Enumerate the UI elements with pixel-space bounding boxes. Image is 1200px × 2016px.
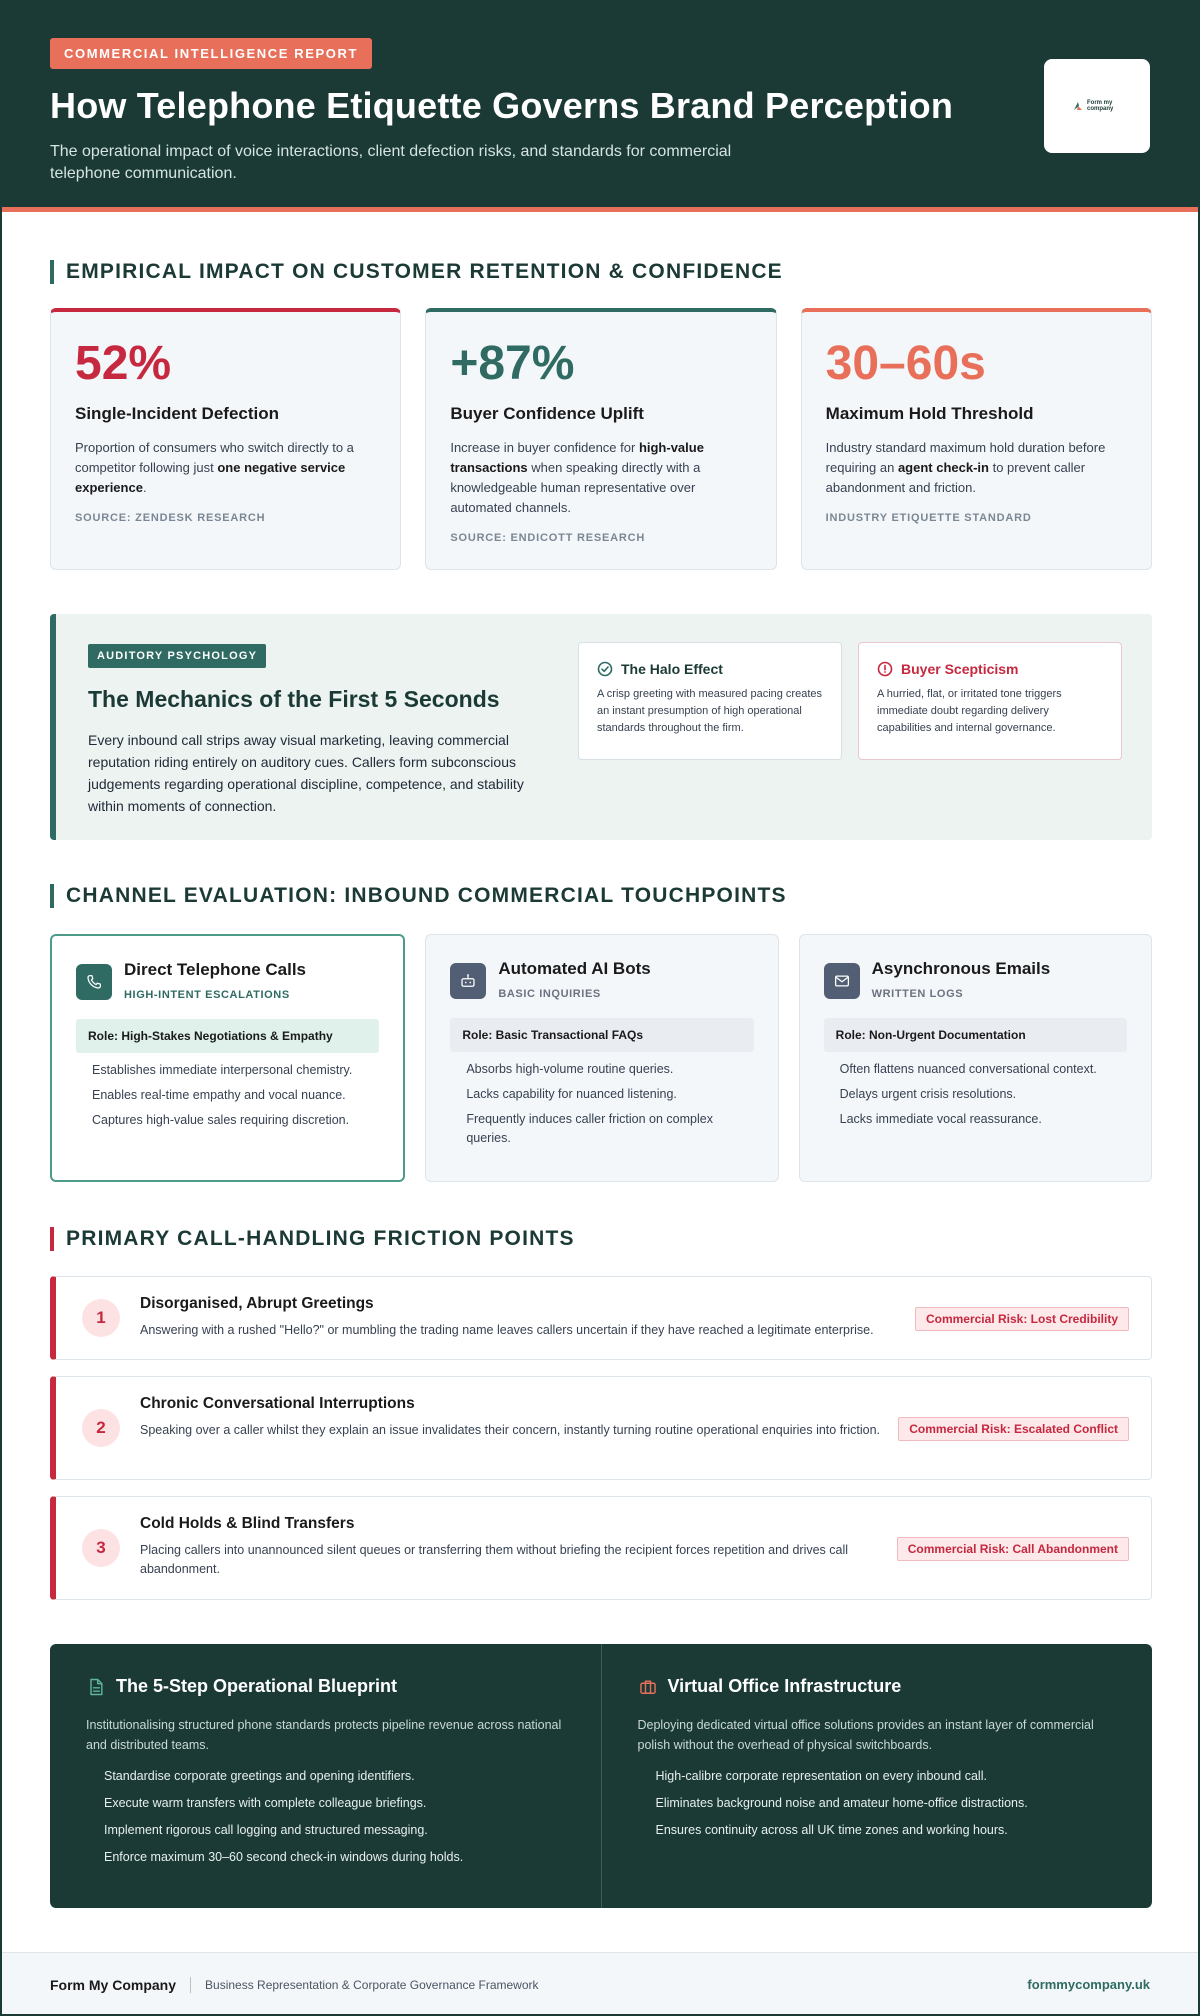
footer-divider bbox=[190, 1977, 191, 1993]
section-title-text: CHANNEL EVALUATION: INBOUND COMMERCIAL TOUCHPOINTS bbox=[66, 884, 787, 907]
buyer-scepticism-card bbox=[858, 642, 1122, 760]
channel-name: Automated AI Bots bbox=[498, 959, 651, 978]
friction-number: 2 bbox=[82, 1409, 120, 1447]
stat-card-hold-threshold bbox=[801, 308, 1152, 570]
list-item: Lacks capability for nuanced listening. bbox=[466, 1087, 677, 1101]
virtual-office-column bbox=[601, 1644, 1153, 1908]
risk-badge: Commercial Risk: Lost Credibility bbox=[915, 1307, 1129, 1331]
halo-effect-card bbox=[578, 642, 842, 760]
briefcase-icon bbox=[638, 1677, 658, 1697]
channel-points bbox=[824, 1060, 1127, 1129]
friction-number: 3 bbox=[82, 1529, 120, 1567]
bot-icon bbox=[459, 972, 477, 990]
section-title-text: PRIMARY CALL-HANDLING FRICTION POINTS bbox=[66, 1227, 575, 1250]
friction-title: Disorganised, Abrupt Greetings bbox=[140, 1295, 374, 1312]
phone-icon bbox=[85, 973, 103, 991]
stat-description: Industry standard maximum hold duration before requiring an agent check-in to prevent caller abandonment and friction. bbox=[825, 440, 1106, 495]
friction-item-holds bbox=[50, 1496, 1152, 1600]
list-item: Establishes immediate interpersonal chemistry. bbox=[92, 1063, 353, 1077]
list-item: Delays urgent crisis resolutions. bbox=[839, 1087, 1017, 1101]
list-item: Lacks immediate vocal reassurance. bbox=[839, 1112, 1042, 1126]
stat-label: Single-Incident Defection bbox=[75, 404, 280, 423]
friction-item-greetings bbox=[50, 1276, 1152, 1360]
channel-subtitle: HIGH-INTENT ESCALATIONS bbox=[124, 989, 290, 1001]
list-item: Standardise corporate greetings and opening identifiers. bbox=[104, 1769, 415, 1783]
stat-label: Maximum Hold Threshold bbox=[825, 404, 1034, 423]
blueprint-panel bbox=[50, 1644, 1152, 1908]
card-title: Buyer Scepticism bbox=[901, 661, 1019, 677]
blueprint-text: Institutionalising structured phone standards protects pipeline revenue across national and distributed teams. bbox=[86, 1718, 562, 1752]
check-circle-icon bbox=[597, 661, 613, 677]
page-subtitle: The operational impact of voice interactions, client defection risks, and standards for commercial telephone communication. bbox=[50, 143, 732, 182]
blueprint-title: Virtual Office Infrastructure bbox=[667, 1676, 902, 1696]
stat-source: INDUSTRY ETIQUETTE STANDARD bbox=[825, 512, 1032, 524]
blueprint-points bbox=[638, 1767, 1117, 1840]
friction-description: Speaking over a caller whilst they explain an issue invalidates their concern, instantly turning routine operational enquiries into friction. bbox=[140, 1423, 880, 1437]
section-title-channels bbox=[50, 884, 787, 908]
channel-cards bbox=[50, 934, 1152, 1182]
logo-mark-icon bbox=[1073, 101, 1083, 111]
section-title-friction bbox=[50, 1227, 575, 1251]
stat-value: 52% bbox=[75, 337, 172, 390]
company-logo bbox=[1044, 59, 1150, 153]
section-marker bbox=[50, 884, 54, 908]
list-item: High-calibre corporate representation on every inbound call. bbox=[655, 1769, 987, 1783]
list-item: Enforce maximum 30–60 second check-in windows during holds. bbox=[104, 1850, 464, 1864]
section-marker bbox=[50, 260, 54, 284]
blueprint-title: The 5-Step Operational Blueprint bbox=[116, 1676, 398, 1696]
friction-title: Cold Holds & Blind Transfers bbox=[140, 1515, 355, 1532]
psychology-cards bbox=[578, 642, 1122, 760]
logo-text: Form my company bbox=[1087, 100, 1114, 112]
section-marker bbox=[50, 1227, 54, 1251]
alert-circle-icon bbox=[877, 661, 893, 677]
risk-badge: Commercial Risk: Escalated Conflict bbox=[898, 1417, 1129, 1441]
channel-card-emails bbox=[799, 934, 1152, 1182]
friction-number: 1 bbox=[82, 1299, 120, 1337]
stat-card-defection bbox=[50, 308, 401, 570]
stat-description: Increase in buyer confidence for high-value transactions when speaking directly with a knowledgeable human representative over automated channels. bbox=[450, 440, 704, 515]
footer-website-link[interactable]: formmycompany.uk bbox=[1027, 1977, 1150, 1992]
report-type-badge: COMMERCIAL INTELLIGENCE REPORT bbox=[50, 38, 372, 69]
list-item: Frequently induces caller friction on complex queries. bbox=[466, 1112, 713, 1145]
channel-role: Role: High-Stakes Negotiations & Empathy bbox=[76, 1019, 379, 1053]
stat-description: Proportion of consumers who switch directly to a competitor following just one negative service experience. bbox=[75, 440, 354, 495]
channel-card-telephone bbox=[50, 934, 405, 1182]
card-text: A crisp greeting with measured pacing creates an instant presumption of high operational standards throughout the firm. bbox=[597, 688, 823, 734]
channel-subtitle: WRITTEN LOGS bbox=[871, 988, 964, 1000]
channel-subtitle: BASIC INQUIRIES bbox=[498, 988, 601, 1000]
list-item: Often flattens nuanced conversational context. bbox=[839, 1062, 1097, 1076]
footer-tagline: Business Representation & Corporate Governance Framework bbox=[205, 1977, 539, 1992]
section-title-text: EMPIRICAL IMPACT ON CUSTOMER RETENTION & CONFIDENCE bbox=[66, 260, 783, 283]
stat-source: SOURCE: ENDICOTT RESEARCH bbox=[450, 532, 646, 544]
blueprint-column bbox=[50, 1644, 601, 1908]
footer-brand: Form My Company bbox=[50, 1976, 177, 1993]
section-title-impact bbox=[50, 260, 783, 284]
auditory-psychology-panel bbox=[50, 614, 1152, 840]
friction-description: Placing callers into unannounced silent queues or transferring them without briefing the recipient forces repetition and drives call abandonment. bbox=[140, 1543, 849, 1576]
channel-card-ai-bots bbox=[425, 934, 778, 1182]
channel-role: Role: Non-Urgent Documentation bbox=[824, 1018, 1127, 1052]
list-item: Absorbs high-volume routine queries. bbox=[466, 1062, 674, 1076]
channel-name: Direct Telephone Calls bbox=[124, 960, 307, 979]
mail-icon bbox=[833, 972, 851, 990]
stat-cards bbox=[50, 308, 1152, 570]
stat-value: +87% bbox=[450, 337, 575, 390]
channel-points bbox=[450, 1060, 753, 1148]
stat-source: SOURCE: ZENDESK RESEARCH bbox=[75, 512, 266, 524]
list-item: Implement rigorous call logging and structured messaging. bbox=[104, 1823, 428, 1837]
list-item: Ensures continuity across all UK time zones and working hours. bbox=[655, 1823, 1008, 1837]
list-item: Eliminates background noise and amateur home-office distractions. bbox=[655, 1796, 1028, 1810]
list-item: Execute warm transfers with complete colleague briefings. bbox=[104, 1796, 427, 1810]
stat-value: 30–60s bbox=[825, 337, 986, 390]
stat-card-confidence bbox=[425, 308, 776, 570]
friction-item-interruptions bbox=[50, 1376, 1152, 1480]
blueprint-text: Deploying dedicated virtual office solutions provides an instant layer of commercial polish without the overhead of physical switchboards. bbox=[637, 1718, 1094, 1752]
friction-description: Answering with a rushed "Hello?" or mumbling the trading name leaves callers uncertain if they have reached a legitimate enterprise. bbox=[140, 1323, 874, 1337]
card-title: The Halo Effect bbox=[621, 661, 723, 677]
card-text: A hurried, flat, or irritated tone triggers immediate doubt regarding delivery capabilities and internal governance. bbox=[877, 688, 1062, 734]
psychology-title: The Mechanics of the First 5 Seconds bbox=[88, 686, 500, 712]
blueprint-points bbox=[86, 1767, 565, 1867]
page-footer bbox=[2, 1952, 1198, 2016]
psychology-badge: AUDITORY PSYCHOLOGY bbox=[88, 644, 266, 668]
stat-label: Buyer Confidence Uplift bbox=[450, 404, 644, 423]
channel-points bbox=[76, 1061, 379, 1130]
list-item: Captures high-value sales requiring discretion. bbox=[92, 1113, 350, 1127]
page-title: How Telephone Etiquette Governs Brand Perception bbox=[50, 85, 954, 126]
channel-name: Asynchronous Emails bbox=[871, 959, 1051, 978]
list-item: Enables real-time empathy and vocal nuance. bbox=[92, 1088, 346, 1102]
psychology-text: Every inbound call strips away visual marketing, leaving commercial reputation riding entirely on auditory cues. Callers form subconscious judgements regarding operational discipline, competence, and stability within moments of connection. bbox=[88, 732, 524, 814]
document-icon bbox=[86, 1677, 106, 1697]
friction-title: Chronic Conversational Interruptions bbox=[140, 1395, 415, 1412]
report-header bbox=[2, 2, 1198, 212]
risk-badge: Commercial Risk: Call Abandonment bbox=[897, 1537, 1129, 1561]
channel-role: Role: Basic Transactional FAQs bbox=[450, 1018, 753, 1052]
